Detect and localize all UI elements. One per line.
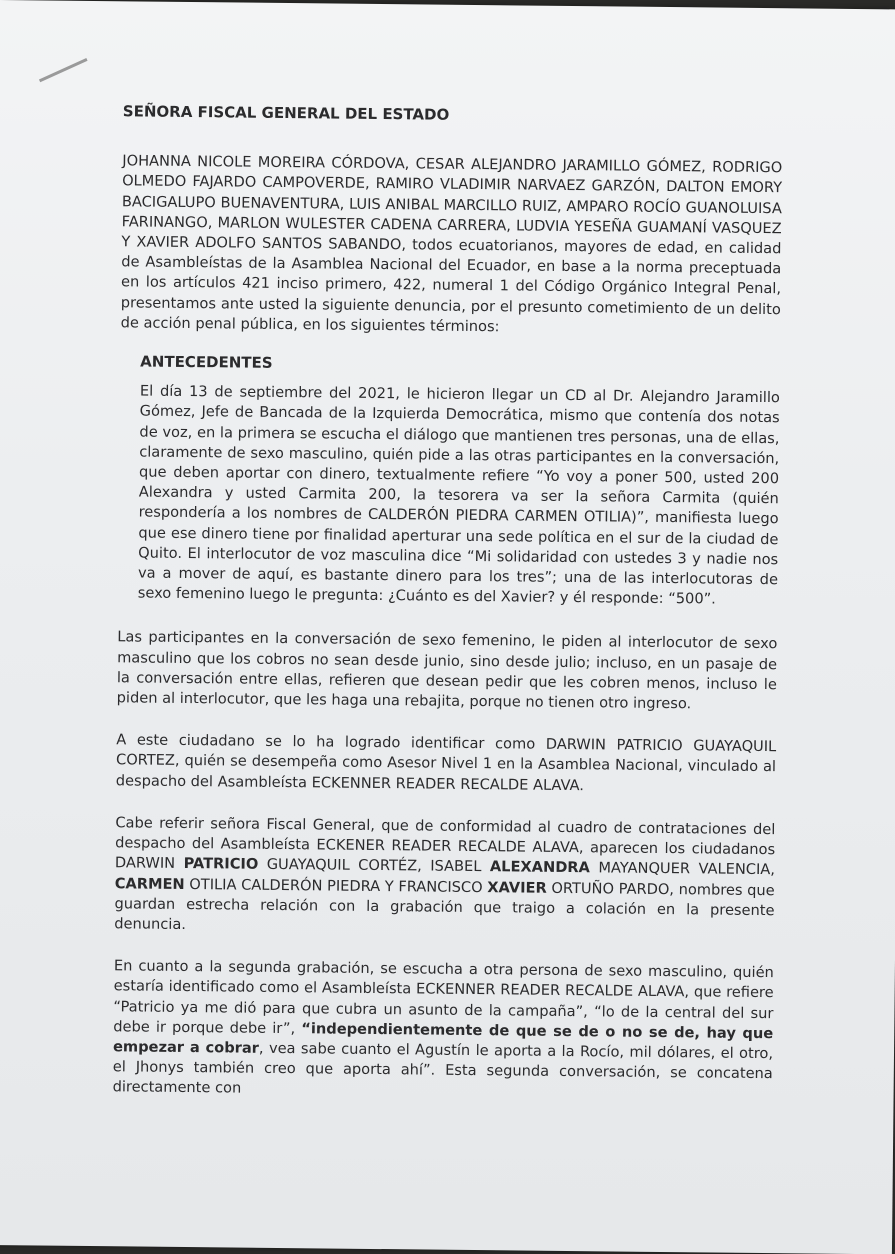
pen-mark: [39, 58, 88, 82]
paragraph-1: El día 13 de septiembre del 2021, le hicieron llegar un CD al Dr. Alejandro Jaramillo Gómez, Jefe de Bancada de la Izquierda Democrática, mismo que contenía dos notas de voz, en la primera se escucha el diálogo que mantienen tres personas, una de ellas, claramente de sexo masculino, quién pide a las otras participantes en la conversación, que deben aportar con dinero, textualmente refiere “Yo voy a poner 500, usted 200 Alexandra y usted Carmita 200, la tesorera va ser la señora Carmita (quién respondería a los nombres de CALDERÓN PIEDRA CARMEN OTILIA)”, manifiesta luego que ese dinero tiene por finalidad aperturar una sede política en el sur de la ciudad de Quito. El interlocutor de voz masculina dice “Mi solidaridad con ustedes 3 y nadie nos va a mover de aquí, es bastante dinero para los tres”; una de las interlocutoras de sexo femenino luego le pregunta: ¿Cuánto es del Xavier? y él responde: “500”.: [137, 382, 780, 608]
addressee-heading: SEÑORA FISCAL GENERAL DEL ESTADO: [122, 102, 450, 124]
paragraph-5: En cuanto a la segunda grabación, se escucha a otra persona de sexo masculino, quién estaría identificado como el Asambleísta ECKENNER READER RECALDE ALAVA, que refiere “Patricio ya me dió para que cubra un asunto de la campaña”, “lo de la central del sur debe ir porque debe ir”, “independientemente de que se de o no se de, hay que empezar a cobrar, vea sabe cuanto el Agustín le aporta a la Rocío, mil dólares, el otro, el Jhonys también creo que aporta ahí”. Esta segunda conversación, se concatena directamente con: [112, 957, 774, 1097]
paragraph-4: Cabe referir señora Fiscal General, que de conformidad al cuadro de contrataciones del despacho del Asambleísta ECKENER READER RECALDE ALAVA, aparecen los ciudadanos DARWIN PATRICIO GUAYAQUIL CORTÉZ, ISABEL ALEXANDRA MAYANQUER VALENCIA, CARMEN OTILIA CALDERÓN PIEDRA Y FRANCISCO XAVIER ORTUÑO PARDO, nombres que guardan estrecha relación con la grabación que traigo a colación en la presente denuncia.: [114, 814, 776, 933]
section-heading: ANTECEDENTES: [140, 352, 273, 372]
document-body: [112, 101, 783, 1122]
paragraph-3: A este ciudadano se lo ha logrado identificar como DARWIN PATRICIO GUAYAQUIL CORTEZ, quién se desempeña como Asesor Nivel 1 en la Asamblea Nacional, vinculado al despacho del Asambleísta ECKENNER READER RECALDE ALAVA.: [115, 731, 777, 794]
intro-paragraph: JOHANNA NICOLE MOREIRA CÓRDOVA, CESAR ALEJANDRO JARAMILLO GÓMEZ, RODRIGO OLMEDO FAJARDO CAMPOVERDE, RAMIRO VLADIMIR NARVAEZ GARZÓN, DALTON EMORY BACIGALUPO BUENAVENTURA, LUIS ANIBAL MARCILLO RUIZ, AMPARO ROCÍO GUANOLUISA FARINANGO, MARLON WULESTER CADENA CARRERA, LUDVIA YESEÑA GUAMANÍ VASQUEZ Y XAVIER ADOLFO SANTOS SABANDO, todos ecuatorianos, mayores de edad, en calidad de Asambleístas de la Asamblea Nacional del Ecuador, en base a la norma preceptuada en los artículos 421 inciso primero, 422, numeral 1 del Código Orgánico Integral Penal, presentamos ante usted la siguiente denuncia, por el presunto cometimiento de un delito de acción penal pública, en los siguientes términos:: [120, 152, 783, 336]
paragraph-2: Las participantes en la conversación de sexo femenino, le piden al interlocutor de sexo masculino que los cobros no sean desde junio, sino desde julio; incluso, en un pasaje de la conversación entre ellas, refieren que desean pedir que les cobren menos, incluso le piden al interlocutor, que les haga una rebajita, porque no tienen otro ingreso.: [116, 628, 778, 713]
